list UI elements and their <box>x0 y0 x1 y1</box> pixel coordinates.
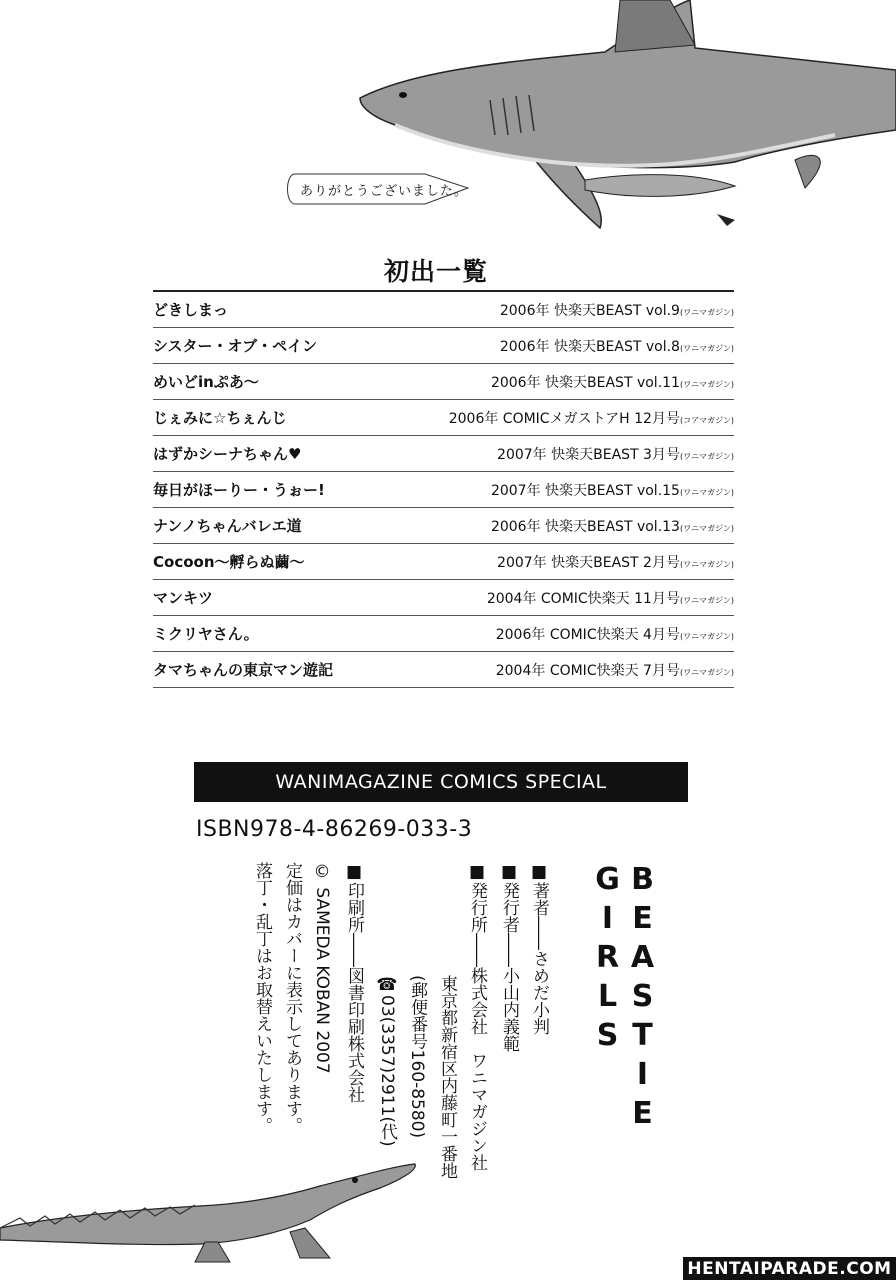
story-title: ミクリヤさん。 <box>153 625 259 643</box>
story-title: Cocoon〜孵らぬ繭〜 <box>153 553 305 571</box>
story-title: じぇみに☆ちぇんじ <box>153 409 287 427</box>
publisher-note: (コアマガジン) <box>679 415 734 425</box>
colophon-defect-note: 落丁・乱丁はお取替えいたします。 <box>252 862 272 1134</box>
publication: 2007年 快楽天BEAST 3月号 <box>497 446 680 463</box>
colophon-price-note: 定価はカバーに表示してあります。 <box>282 862 302 1134</box>
story-title: シスター・オブ・ペイン <box>153 337 318 355</box>
colophon-author: ■著者――さめだ小判 <box>529 862 549 1035</box>
publisher-note: (ワニマガジン) <box>679 523 734 533</box>
publisher-note: (ワニマガジン) <box>679 595 734 605</box>
story-title: めいどinぷあ〜 <box>153 373 259 391</box>
publisher-note: (ワニマガジン) <box>679 451 734 461</box>
story-title: ナンノちゃんバレエ道 <box>153 517 302 535</box>
colophon-issuer: ■発行所――株式会社 ワニマガジン社 <box>467 862 487 1171</box>
publication: 2006年 COMIC快楽天 4月号 <box>495 626 680 643</box>
list-item <box>153 472 734 508</box>
list-item <box>153 508 734 544</box>
isbn: ISBN978-4-86269-033-3 <box>196 817 473 842</box>
publisher-note: (ワニマガジン) <box>679 487 734 497</box>
crocodile-illustration <box>0 1158 420 1268</box>
publication: 2004年 COMIC快楽天 11月号 <box>486 590 680 607</box>
speech-bubble-text: ありがとうございました。 <box>300 184 469 199</box>
publication: 2006年 快楽天BEAST vol.11 <box>490 374 680 391</box>
colophon-postal: (郵便番号160-8580) <box>407 975 427 1139</box>
story-title: はずかシーナちゃん♥ <box>153 445 302 463</box>
story-title: どきしまっ <box>153 301 229 319</box>
book-title: BEASTIE GIRLS <box>590 862 660 1135</box>
colophon-phone: ☎03(3357)2911(代) <box>377 975 397 1147</box>
story-title: マンキツ <box>153 589 214 607</box>
publisher-note: (ワニマガジン) <box>679 343 734 353</box>
list-item <box>153 400 734 436</box>
list-item <box>153 544 734 580</box>
publication: 2006年 COMICメガストアH 12月号 <box>448 410 680 427</box>
publication: 2006年 快楽天BEAST vol.9 <box>499 302 680 319</box>
publication: 2006年 快楽天BEAST vol.13 <box>490 518 680 535</box>
watermark: HENTAIPARADE.COM <box>683 1257 896 1280</box>
series-banner: WANIMAGAZINE COMICS SPECIAL <box>194 762 688 802</box>
colophon-publisher: ■発行者――小山内義範 <box>499 862 519 1052</box>
first-appearance-list <box>153 290 734 688</box>
list-item <box>153 652 734 688</box>
publisher-note: (ワニマガジン) <box>679 307 734 317</box>
publication: 2004年 COMIC快楽天 7月号 <box>495 662 680 679</box>
list-item <box>153 616 734 652</box>
colophon-address: 東京都新宿区内藤町一番地 <box>437 975 457 1179</box>
colophon-copyright: © SAMEDA KOBAN 2007 <box>312 862 332 1074</box>
publisher-note: (ワニマガジン) <box>679 631 734 641</box>
list-item <box>153 364 734 400</box>
list-item <box>153 292 734 328</box>
colophon-printer: ■印刷所――図書印刷株式会社 <box>344 862 364 1103</box>
publisher-note: (ワニマガジン) <box>679 667 734 677</box>
list-item <box>153 436 734 472</box>
publisher-note: (ワニマガジン) <box>679 379 734 389</box>
publisher-note: (ワニマガジン) <box>679 559 734 569</box>
list-item <box>153 580 734 616</box>
publication: 2006年 快楽天BEAST vol.8 <box>499 338 680 355</box>
first-appearance-title: 初出一覧 <box>384 257 489 286</box>
story-title: タマちゃんの東京マン遊記 <box>153 661 334 679</box>
list-item <box>153 328 734 364</box>
publication: 2007年 快楽天BEAST 2月号 <box>497 554 680 571</box>
publication: 2007年 快楽天BEAST vol.15 <box>490 482 680 499</box>
story-title: 毎日がほーりー・うぉー! <box>153 481 325 499</box>
